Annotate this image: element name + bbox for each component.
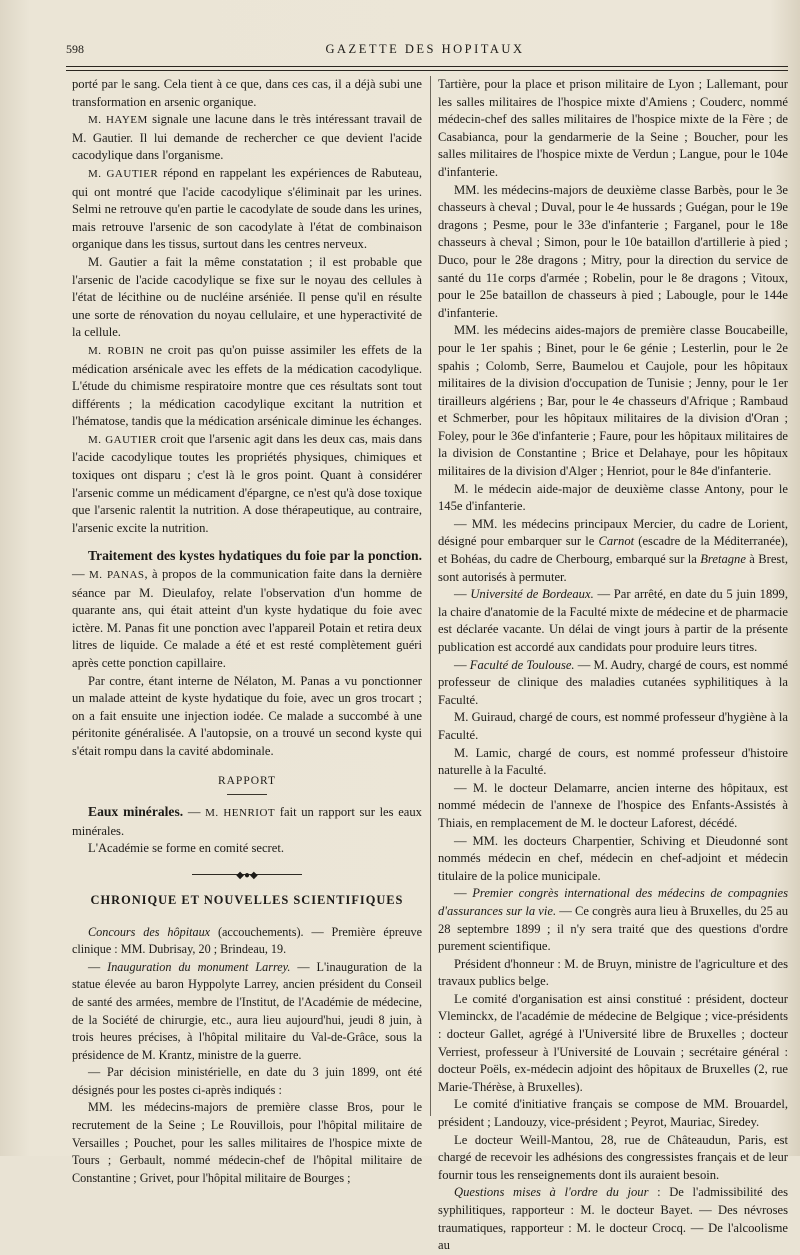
paragraph: — MM. les docteurs Charpentier, Schiving et Dieudonné sont nommés médecin en chef, médecin en chef-adjoint et médecin titulaire de la police municipale. <box>438 833 788 883</box>
paragraph <box>438 657 788 710</box>
paragraph <box>72 111 422 165</box>
paragraph: MM. les médecins aides-majors de première classe Boucabeille, pour le 1er spahis ; Binet, pour le 6e génie ; Lesterlin, pour le 2e spahis ; Colomb, Serre, Baumelou et Caujole, pour les hôpitaux militaires de la division d'occupation de Tunisie ; Jenny, pour le 1er tirailleurs algériens ; Bar, pour le 4e chasseurs d'Afrique ; Rambaud et Schmerber, pour les hôpitaux militaires de la division d'Oran ; Foley, pour le 36e d'infanterie ; Faure, pour les hôpitaux militaires de la division de Constantine ; Brice et Delahaye, pour les hôpitaux militaires de la division d'Alger ; Henriot, pour le 84e d'infanterie. <box>438 323 788 479</box>
paragraph: MM. les médecins-majors de première classe Bros, pour le recrutement de la Seine ; Le Rouvillois, pour l'hôpital militaire de Versailles ; Pouchet, pour les salles militaires de l'hospice mixte de Tours ; Gerbault, nommé médecin-chef de l'hôpital militaire de Constantine ; Grivet, pour l'hôpital militaire de Bourges ; <box>72 1100 422 1185</box>
speaker-name: M. PANAS <box>88 569 145 582</box>
paragraph <box>438 516 788 586</box>
paragraph: Tartière, pour la place et prison militaire de Lyon ; Lallemant, pour les salles militaires de l'hospice mixte d'Amiens ; Couderc, nommé médecin-chef des salles militaires de l'hospice mixte de la Fère ; de Casabianca, pour la gendarmerie de la Seine ; Boucher, pour les salles militaires de l'hospice mixte de Verdun ; Langue, pour le 104e d'infanterie. <box>438 77 788 179</box>
paragraph <box>72 803 422 840</box>
paragraph <box>438 885 788 955</box>
small-rule <box>227 794 267 795</box>
paragraph <box>72 959 422 1065</box>
section-heading: Eaux minérales. <box>88 804 184 820</box>
dash: — <box>88 959 108 974</box>
dash: — <box>454 587 471 602</box>
italic-title: Faculté de Toulouse. <box>469 657 575 672</box>
fleuron-divider <box>72 869 422 881</box>
ornament-icon: ◆●◆ <box>236 869 258 881</box>
paragraph-text: — Par arrêté, en date du 5 juin 1899, la chaire d'anatomie de la Faculté mixte de médecine et de pharmacie est déclarée vacante. Un délai de vingt jours à partir de la présente publication est accordé aux candidats pour produire leurs titres. <box>438 587 788 654</box>
paragraph <box>72 342 422 431</box>
paragraph: — M. le docteur Delamarre, ancien interne des hôpitaux, est nommé médecin de l'annexe de l'hospice des Enfants-Assistés à Thiais, en remplacement de M. le docteur Laforest, décédé. <box>438 780 788 830</box>
paragraph: M. Lamic, chargé de cours, est nommé professeur d'histoire naturelle à la Faculté. <box>438 745 788 778</box>
journal-title: GAZETTE DES HOPITAUX <box>325 42 525 56</box>
paragraph: MM. les médecins-majors de deuxième classe Barbès, pour le 3e chasseurs à cheval ; Duval, pour le 4e hussards ; Guégan, pour le 19e dragons ; Pesme, pour le 33e d'infanterie ; Farganel, pour le 18e chasseurs à cheval ; Simon, pour le 10e bataillon d'artillerie à pied ; Duco, pour le 28e dragons ; Mitry, pour la direction du service de santé du 11e corps d'armée ; Robelin, pour le 8e dragons ; Vitoux, pour le 25e bataillon de chasseurs à pied ; Labougle, pour le 144e d'infanterie. <box>438 182 788 320</box>
paragraph-text: (accouchements). — Première épreuve clinique : MM. Dubrisay, 20 ; Brindeau, 19. <box>72 924 422 957</box>
paragraph-text: croit que l'arsenic agit dans les deux cas, mais dans l'acide cacodylique toutes les propriétés physiques, chimiques et toxiques ont disparu ; c'est là le gros point. Quant à considérer l'arsenic comme un médicament d'épargne, ce n'est qu'à dose toxique que l'arsenic ralentit la nutrition. A dose thérapeutique, au contraire, l'arsenic excite la nutrition. <box>72 431 422 535</box>
speaker-name: M. GAUTIER <box>88 433 157 446</box>
dash: — <box>72 567 89 582</box>
paragraph <box>72 924 422 959</box>
paragraph: porté par le sang. Cela tient à ce que, dans ces cas, il a déjà subi une transformation en arsenic organique. <box>72 77 422 109</box>
italic-title: Université de Bordeaux. <box>470 587 594 602</box>
paragraph: M. Guiraud, chargé de cours, est nommé professeur d'hygiène à la Faculté. <box>438 710 788 742</box>
paragraph-text: (escadre de la Méditerranée), et Bohéas, du cadre de Cherbourg, embarqué sur la <box>438 534 788 567</box>
rapport-title: RAPPORT <box>217 774 277 787</box>
paragraph-text: à Brest, sont autorisés à permuter. <box>438 552 788 584</box>
italic-title: Questions mises à l'ordre du jour <box>454 1185 649 1200</box>
paragraph-text: : De l'admissibilité des syphilitiques, rapporteur : M. le docteur Bayet. — Des névroses traumatiques, rapporteur : M. le docteur Crocq. — De l'alcoolisme au <box>438 1185 789 1253</box>
italic-title: Premier congrès international des médecins de compagnies d'assurances sur la vie. <box>438 886 788 918</box>
paragraph-text: — MM. les médecins principaux Mercier, du cadre de Lorient, désigné pour embarquer sur le <box>438 516 788 549</box>
paragraph-text: répond en rappelant les expériences de Rabuteau, qui ont montré que l'acide cacodylique s'éliminait par les urines. Selmi ne retrouve qu'en partie le cacodylate de soude dans les urines, mais retrouve l'arsenic de son cacodylate à l'état de combinaison organique dans les tissus, surtout dans les centres nerveux. <box>72 165 422 252</box>
paragraph <box>72 165 422 254</box>
left-column <box>72 76 422 1187</box>
paragraph: — Par décision ministérielle, en date du 3 juin 1899, ont été désignés pour les postes ci-après indiqués : <box>72 1065 422 1097</box>
paragraph-text: — Ce congrès aura lieu à Bruxelles, du 25 au 28 septembre 1899 ; il n'y sera traité que des questions d'ordre purement scientifique. <box>438 903 789 954</box>
chronique-body <box>72 924 422 1188</box>
dash: — <box>454 657 470 672</box>
right-column <box>438 76 788 1255</box>
paragraph <box>438 586 788 656</box>
page-header <box>60 38 790 58</box>
paragraph-text: — L'inauguration de la statue élevée au baron Hyppolyte Larrey, ancien président du Conseil de santé des armées, membre de l'Institut, de l'Académie de médecine, de la Société de chirurgie, etc., aura lieu aujourd'hui, jeudi 8 juin, à trois heures précises, à l'hôpital militaire du Val-de-Grâce, sous la présidence de M. Krantz, ministre de la guerre. <box>72 959 422 1062</box>
paragraph: M. le médecin aide-major de deuxième classe Antony, pour le 145e d'infanterie. <box>438 481 788 514</box>
paragraph-text: — M. Audry, chargé de cours, est nommé professeur de clinique des maladies cutanées syphilitiques à la Faculté. <box>438 657 788 707</box>
italic-title: Carnot <box>598 534 635 549</box>
paragraph: Président d'honneur : M. de Bruyn, ministre de l'agriculture et des travaux publics belge. <box>438 956 788 989</box>
paragraph: L'Académie se forme en comité secret. <box>88 841 284 856</box>
column-divider <box>430 76 431 1116</box>
italic-title: Concours des hôpitaux <box>88 924 211 939</box>
paragraph-text: fait un rapport sur les eaux minérales. <box>72 805 422 838</box>
paragraph <box>72 547 422 672</box>
dash: — <box>454 886 473 901</box>
header-rule <box>66 66 788 71</box>
speaker-name: M. ROBIN <box>88 344 145 357</box>
paragraph: Le comité d'initiative français se compose de MM. Brouardel, président ; Landouzy, vice-président ; Peyrot, Mauriac, Siredey. <box>438 1097 788 1130</box>
paragraph <box>72 431 422 538</box>
italic-title: Inauguration du monument Larrey. <box>107 959 291 974</box>
paragraph: Le docteur Weill-Mantou, 28, rue de Châteaudun, Paris, est chargé de recevoir les adhésions des congressistes français et de leur fournir tous les renseignements dont ils auraient besoin. <box>438 1132 788 1182</box>
speaker-name: M. HENRIOT <box>205 807 276 820</box>
section-heading: Traitement des kystes hydatiques du foie par la ponction. <box>88 548 422 564</box>
italic-title: Bretagne <box>700 552 746 567</box>
paragraph: M. Gautier a fait la même constatation ; il est probable que l'arsenic de l'acide cacodylique se fixe sur le noyau des cellules à l'état de lécithine ou de nucléine arséniée. Il pense qu'il en résulte une sorte de rénovation du noyau cellulaire, et une hyperactivité de la cellule. <box>72 254 422 340</box>
paragraph-text: ne croit pas qu'on puisse assimiler les effets de la médication arsénicale avec les effets de la médication cacodylique. L'étude du chimisme respiratoire montre que ces résultats sont tout différents ; la médication cacodylique excitant la nutrition et l'hématose, tandis que la médication arsénicale diminue les échanges. <box>72 342 422 429</box>
speaker-name: M. GAUTIER <box>88 167 159 180</box>
paragraph-text: signale une lacune dans le très intéressant travail de M. Gautier. Il lui demande de rechercher ce que devient l'acide cacodylique dans l'organisme. <box>72 112 422 163</box>
page-number: 598 <box>66 42 84 56</box>
paragraph-text: , à propos de la communication faite dans la dernière séance par M. Dieulafoy, relate l'observation d'un homme de quarante ans, qui était atteint d'un kyste hydatique du foie avec ictère. M. Panas fit une ponction avec l'appareil Potain et retira deux litres de liquide. Ce malade a été et est resté complètement guéri après cette ponction capillaire. <box>72 567 422 670</box>
paragraph <box>438 1184 788 1254</box>
chronique-title: CHRONIQUE ET NOUVELLES SCIENTIFIQUES <box>90 892 404 907</box>
speaker-name: M. HAYEM <box>88 114 148 127</box>
dash: — <box>183 805 206 820</box>
paragraph: Par contre, étant interne de Nélaton, M. Panas a vu ponctionner un malade atteint de kyste hydatique du foie, avec un gros trocart ; on a fait ensuite une injection iodée. Ce malade a succombé à une péritonite généralisée. A l'autopsie, on a trouvé un second kyste qui s'était rompu dans la cavité abdominale. <box>72 673 422 758</box>
paragraph: Le comité d'organisation est ainsi constitué : président, docteur Vleminckx, de l'académie de médecine de Belgique ; vice-présidents : docteur Gallet, agrégé à l'Université libre de Bruxelles ; docteur Verriest, professeur à l'Université de Louvain ; secrétaire général : docteur Poëls, ex-médecin adjoint des hôpitaux de Bruxelles (2, rue Marie-Thérèse, à Bruxelles). <box>438 991 788 1094</box>
